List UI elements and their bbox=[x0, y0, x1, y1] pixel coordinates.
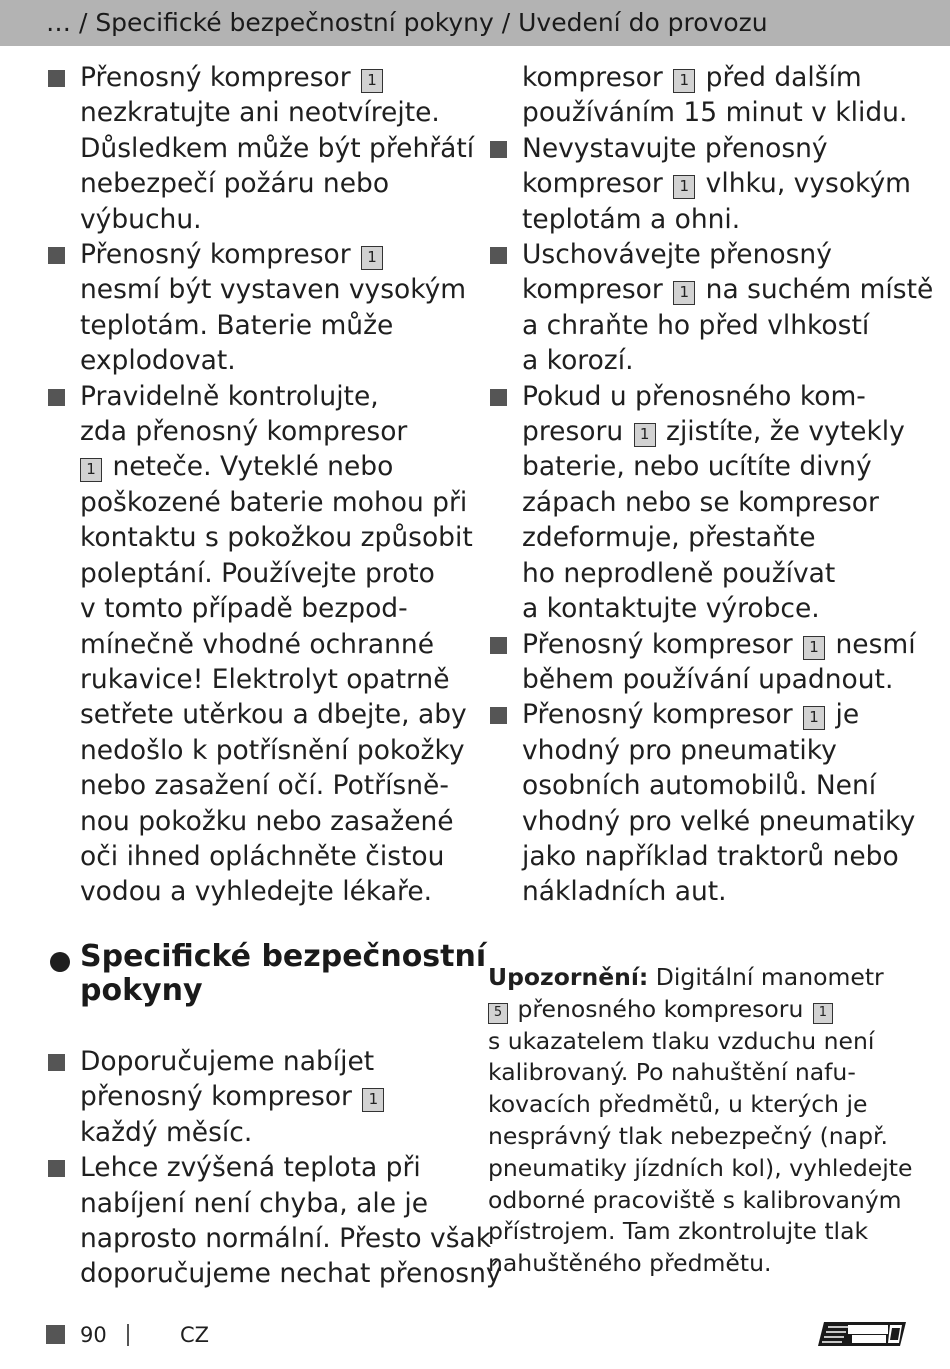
bullet-square-icon bbox=[48, 70, 65, 87]
part-reference: 1 bbox=[634, 423, 656, 447]
part-reference: 1 bbox=[673, 281, 695, 305]
list-item: Pokud u přenosného kom- presoru 1 zjistíte, že vytekly baterie, nebo ucítíte divný zápach nebo se kompresor zdeformuje, přestaňte ho neprodleně používat a kontaktujte výrobce. bbox=[488, 379, 918, 627]
bullet-square-icon bbox=[490, 637, 507, 654]
list-item: Přenosný kompresor 1 nesmí být vystaven vysokým teplotám. Baterie může explodovat. bbox=[46, 237, 476, 379]
note-block: Upozornění: Digitální manometr 5 přenosného kompresoru 1 s ukazatelem tlaku vzduchu není kalibrovaný. Po nahuštění nafu- kovacích předmětů, u kterých je nesprávný tlak nebezpečný (např. pneumatiky jízdních kol), vyhledejte odborné pracoviště s kalibrovaným přístrojem. Tam zkontrolujte tlak nahuštěného předmětu. bbox=[488, 963, 913, 1278]
part-reference: 1 bbox=[673, 175, 695, 199]
language-code: CZ bbox=[180, 1323, 210, 1347]
part-reference: 1 bbox=[803, 636, 825, 660]
list-item: Uschovávejte přenosný kompresor 1 na suchém místě a chraňte ho před vlhkostí a korozí. bbox=[488, 237, 918, 379]
bullet-dot-icon bbox=[50, 952, 70, 972]
list-item: Přenosný kompresor 1 nezkratujte ani neotvírejte. Důsledkem může být přehřátí nebezpečí požáru nebo výbuchu. bbox=[46, 60, 476, 237]
part-reference: 1 bbox=[673, 69, 695, 93]
right-column bbox=[488, 60, 934, 910]
part-reference: 1 bbox=[813, 1003, 833, 1024]
bullet-square-icon bbox=[48, 389, 65, 406]
part-reference: 5 bbox=[488, 1003, 508, 1024]
list-item: Lehce zvýšená teplota při nabíjení není chyba, ale je naprosto normální. Přesto však doporučujeme nechat přenosný bbox=[46, 1150, 476, 1292]
part-reference: 1 bbox=[803, 706, 825, 730]
part-reference: 1 bbox=[362, 1088, 384, 1112]
footer-divider bbox=[127, 1324, 129, 1346]
list-item: Přenosný kompresor 1 nesmí během používání upadnout. bbox=[488, 627, 918, 698]
page-number: 90 bbox=[80, 1323, 107, 1347]
breadcrumb: … / Specifické bezpečnostní pokyny / Uvedení do provozu bbox=[46, 8, 768, 37]
bullet-square-icon bbox=[490, 707, 507, 724]
list-item: Pravidelně kontrolujte, zda přenosný kompresor 1 neteče. Vyteklé nebo poškozené baterie mohou při kontaktu s pokožkou způsobit poleptání. Používejte proto v tomto případě bezpod- mínečně vhodné ochranné rukavice! Elektrolyt opatrně setřete utěrkou a dbejte, aby nedošlo k potřísnění pokožky nebo zasažení očí. Potřísně- nou pokožku nebo zasažené oči ihned opláchněte čistou vodou a vyhledejte lékaře. bbox=[46, 379, 476, 910]
bullet-square-icon bbox=[48, 1160, 65, 1177]
list-item: Doporučujeme nabíjet přenosný kompresor 1 každý měsíc. bbox=[46, 1044, 476, 1150]
brand-logo bbox=[818, 1320, 906, 1348]
left-column bbox=[46, 60, 476, 910]
list-item: Nevystavujte přenosný kompresor 1 vlhku, vysokým teplotám a ohni. bbox=[488, 131, 918, 237]
part-reference: 1 bbox=[361, 246, 383, 270]
bullet-square-icon bbox=[48, 247, 65, 264]
section-heading: Specifické bezpečnostní pokyny bbox=[46, 940, 476, 1008]
page-header bbox=[0, 0, 950, 46]
list-item-continuation: kompresor 1 před dalším používáním 15 minut v klidu. bbox=[522, 62, 908, 129]
part-reference: 1 bbox=[361, 69, 383, 93]
note-label: Upozornění: bbox=[488, 963, 649, 991]
bullet-square-icon bbox=[490, 389, 507, 406]
part-reference: 1 bbox=[80, 458, 102, 482]
list-item: Přenosný kompresor 1 je vhodný pro pneumatiky osobních automobilů. Není vhodný pro velké pneumatiky jako například traktorů nebo nákladních aut. bbox=[488, 697, 918, 909]
bullet-square-icon bbox=[490, 247, 507, 264]
bullet-square-icon bbox=[490, 141, 507, 158]
left-column-lower bbox=[46, 1044, 502, 1292]
bullet-square-icon bbox=[48, 1054, 65, 1071]
ultimate-speed-logo-icon bbox=[818, 1320, 906, 1348]
footer-square-icon bbox=[46, 1325, 65, 1344]
